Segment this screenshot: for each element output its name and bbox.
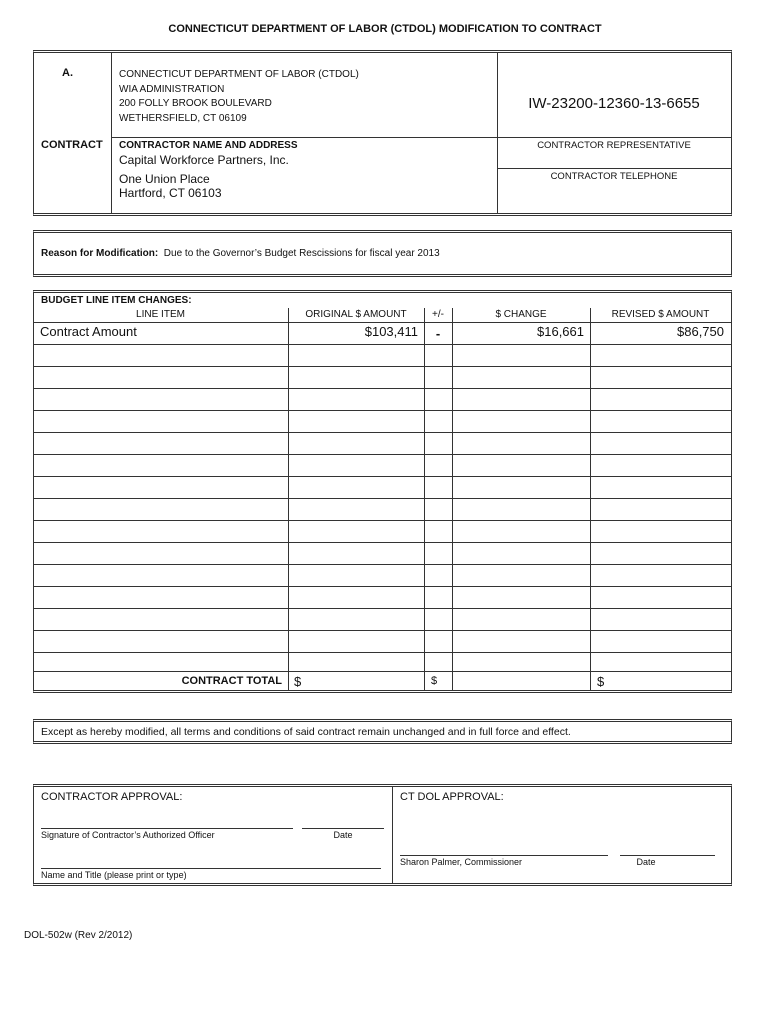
commissioner-signature-line[interactable]	[400, 855, 608, 856]
table-row	[33, 410, 731, 411]
table-row	[33, 498, 731, 499]
agency-line: WETHERSFIELD, CT 06109	[119, 112, 247, 124]
signature-label: Signature of Contractor’s Authorized Officer	[41, 830, 215, 840]
table-row	[33, 542, 731, 543]
column-header-original: ORIGINAL $ AMOUNT	[305, 309, 407, 320]
name-title-label: Name and Title (please print or type)	[41, 870, 187, 880]
commissioner-label: Sharon Palmer, Commissioner	[400, 857, 523, 867]
column-header-sign: +/-	[432, 309, 444, 320]
table-row	[33, 608, 731, 609]
form-id: DOL-502w (Rev 2/2012)	[24, 930, 133, 941]
column-header-line-item: LINE ITEM	[136, 309, 185, 320]
total-revised-cell[interactable]: $	[597, 674, 605, 689]
table-row	[33, 652, 731, 653]
signature-line[interactable]	[41, 828, 293, 829]
terms-text: Except as hereby modified, all terms and conditions of said contract remain unchanged and in full force and effect.	[41, 726, 571, 738]
table-row	[33, 344, 731, 345]
table-row	[33, 476, 731, 477]
contractor-heading: CONTRACTOR NAME AND ADDRESS	[119, 140, 298, 151]
contractor-approval-label: CONTRACTOR APPROVAL:	[41, 791, 183, 803]
table-row	[33, 586, 731, 587]
form-title: CONNECTICUT DEPARTMENT OF LABOR (CTDOL) MODIFICATION TO CONTRACT	[168, 23, 602, 35]
date-label: Date	[333, 830, 353, 840]
ctdol-approval-label: CT DOL APPROVAL:	[400, 791, 504, 803]
section-a-label: A.	[62, 67, 73, 79]
contractor-name: Capital Workforce Partners, Inc.	[119, 153, 289, 167]
ctdol-date-label: Date	[636, 857, 656, 867]
revised-amount-cell[interactable]: $86,750	[677, 324, 724, 339]
contract-total-label: CONTRACT TOTAL	[181, 675, 282, 687]
divider	[497, 168, 731, 169]
reason-label: Reason for Modification:	[41, 248, 159, 259]
agency-line: 200 FOLLY BROOK BOULEVARD	[119, 98, 272, 109]
header-divider	[33, 322, 731, 323]
contractor-telephone-label: CONTRACTOR TELEPHONE	[550, 171, 678, 182]
table-row	[33, 520, 731, 521]
contract-number: IW-23200-12360-13-6655	[528, 95, 700, 112]
name-title-line[interactable]	[41, 868, 381, 869]
agency-address	[119, 68, 359, 126]
original-amount-cell[interactable]: $103,411	[364, 324, 418, 339]
agency-line: CONNECTICUT DEPARTMENT OF LABOR (CTDOL)	[119, 69, 359, 80]
table-row	[33, 454, 731, 455]
contract-label: CONTRACT	[41, 139, 103, 151]
reason-row	[41, 248, 440, 259]
approval-divider	[392, 786, 393, 884]
table-row	[33, 564, 731, 565]
budget-heading: BUDGET LINE ITEM CHANGES:	[41, 295, 192, 306]
divider	[111, 52, 112, 214]
ctdol-date-line[interactable]	[620, 855, 715, 856]
total-change-cell[interactable]: $	[431, 675, 438, 687]
table-row	[33, 630, 731, 631]
line-item-cell[interactable]: Contract Amount	[40, 324, 137, 339]
sign-cell[interactable]: -	[435, 326, 441, 341]
total-original-cell[interactable]: $	[294, 674, 302, 689]
table-row	[33, 388, 731, 389]
agency-line: WIA ADMINISTRATION	[119, 83, 225, 95]
column-header-change: $ CHANGE	[495, 309, 547, 320]
change-amount-cell[interactable]: $16,661	[537, 324, 584, 339]
budget-table	[33, 290, 732, 693]
table-row	[33, 671, 731, 672]
divider	[497, 52, 498, 214]
contractor-address-line: One Union Place	[119, 172, 210, 186]
table-row	[33, 366, 731, 367]
column-header-revised: REVISED $ AMOUNT	[611, 309, 710, 320]
table-row	[33, 432, 731, 433]
contractor-address-line: Hartford, CT 06103	[119, 186, 222, 200]
divider	[111, 137, 731, 138]
reason-text: Due to the Governor’s Budget Rescissions for fiscal year 2013	[163, 248, 440, 259]
contractor-representative-label: CONTRACTOR REPRESENTATIVE	[537, 140, 691, 151]
date-line[interactable]	[302, 828, 384, 829]
